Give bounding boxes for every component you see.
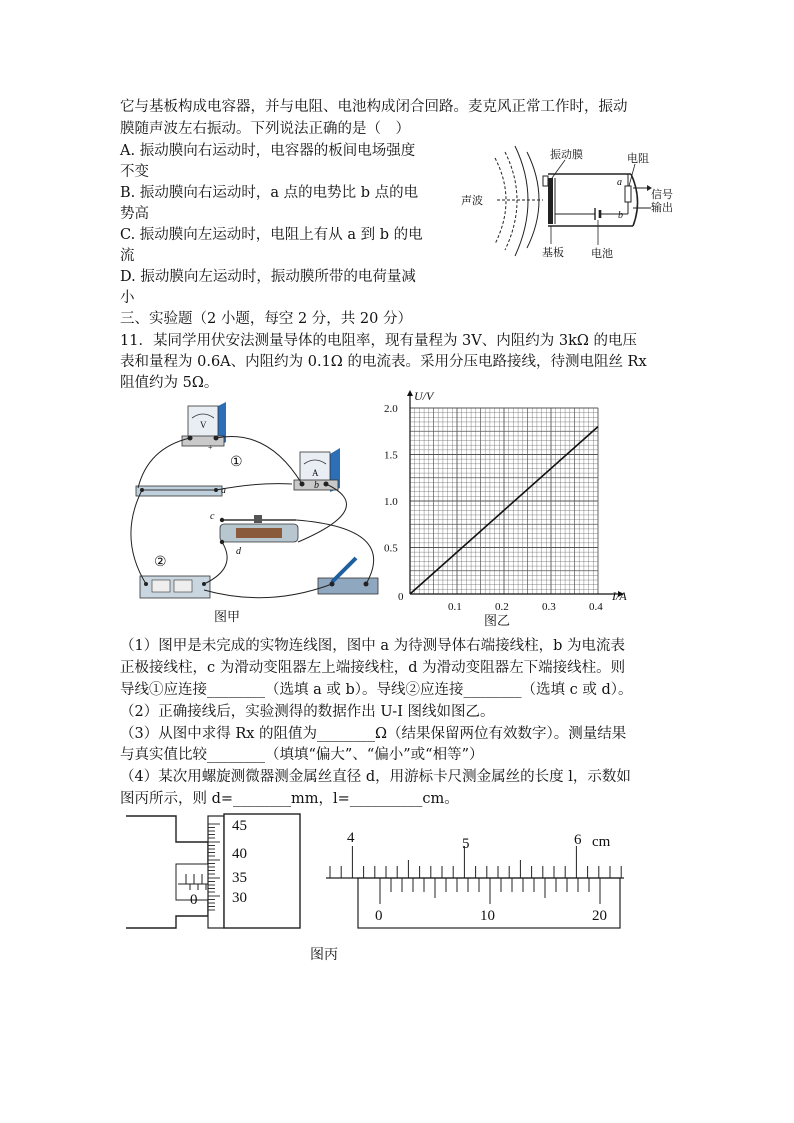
fig-yi-caption: 图乙 [484,614,511,629]
q10-stem-line1: 它与基板构成电容器，并与电阻、电池构成闭合回路。麦克风正常工作时，振动 [120,99,628,115]
y-axis-label: U/V [414,389,434,403]
q11-sub1-line1: （1）图甲是未完成的实物连线图，图中 a 为待测导体右端接线柱，b 为电流表 [120,638,625,654]
main-scale-label-6: 6 [574,832,582,848]
q10-option-b-line2: 势高 [120,206,149,222]
label-substrate: 基板 [542,247,564,259]
label-c: c [210,511,215,522]
q11-stem-line2: 表和量程为 0.6A、内阻约为 0.1Ω 的电流表。采用分压电路接线，待测电阻丝 Rx [120,354,647,370]
circuit-apparatus-figure [118,398,393,608]
label-a: a [221,485,226,496]
thimble-label-30: 30 [232,890,247,906]
main-scale-label-5: 5 [462,836,470,852]
y-tick-label: 2.0 [384,403,398,415]
q11-sub1-line2: 正极接线柱，c 为滑动变阻器左上端接线柱，d 为滑动变阻器左下端接线柱。则 [120,660,626,676]
q10-stem-line2: 膜随声波左右振动。下列说法正确的是（ ） [120,121,410,137]
q10-option-c-line2: 流 [120,248,135,264]
voltmeter-symbol: V [200,420,207,430]
label-d: d [236,546,241,557]
q10-option-a-line1: A. 振动膜向右运动时，电容器的板间电场强度 [120,143,416,159]
vernier-caliper-figure [320,826,630,932]
label-point-b: b [618,210,623,221]
x-axis-label: I/A [612,589,627,603]
label-point-a: a [617,177,622,188]
q11-sub4-line2: 图丙所示，则 d=________mm，l=__________cm。 [120,791,459,807]
fig-jia-caption: 图甲 [214,610,241,625]
label-b: b [314,480,319,491]
x-tick-label: 0.3 [542,601,556,613]
y-tick-label: 1.5 [384,449,398,462]
vernier-label-0: 0 [375,908,383,924]
y-tick-label: 1.0 [384,496,398,508]
microphone-figure [455,138,690,268]
voltmeter-plus: + [208,443,213,452]
resistance-wire-board [136,486,222,496]
q11-sub3-line1: （3）从图中求得 Rx 的阻值为________Ω（结果保留两位有效数字）。测量结果 [120,726,627,742]
label-membrane: 振动膜 [550,149,583,161]
q10-option-b-line1: B. 振动膜向右运动时，a 点的电势比 b 点的电 [120,185,419,201]
thimble-label-35: 35 [232,870,247,886]
q10-option-d-line1: D. 振动膜向左运动时，振动膜所带的电荷量减 [120,269,416,285]
ui-graph [368,389,648,613]
thimble-label-45: 45 [232,818,247,834]
label-signal-line1: 信号 [651,189,673,201]
y-tick-label: 0.5 [384,542,398,555]
wire-1-label: ① [230,455,243,470]
main-scale-label-4: 4 [347,830,355,846]
y-axis-arrow [407,390,413,396]
x-tick-label: 0.1 [448,601,462,613]
q11-stem-line1: 11．某同学用伏安法测量导体的电阻率，现有量程为 3V、内阻约为 3kΩ 的电压 [120,333,638,349]
q11-stem-line3: 阻值约为 5Ω。 [120,375,219,391]
label-sound: 声波 [461,195,483,207]
x-tick-label: 0.4 [589,601,603,613]
thimble-label-40: 40 [232,846,247,862]
label-battery: 电池 [591,248,613,260]
main-scale-unit: cm [592,834,611,850]
q10-option-c-line1: C. 振动膜向左运动时，电阻上有从 a 到 b 的电 [120,227,423,243]
vernier-label-20: 20 [592,908,607,924]
q10-option-a-line2: 不变 [120,164,149,180]
origin-label: 0 [398,591,404,603]
section3-title: 三、实验题（2 小题，每空 2 分，共 20 分） [120,311,412,327]
fig-bing-caption: 图丙 [310,947,338,963]
wire-2-label: ② [154,555,167,570]
ammeter-symbol: A [312,468,319,478]
micrometer-figure [120,812,310,932]
q11-sub4-line1: （4）某次用螺旋测微器测金属丝直径 d，用游标卡尺测金属丝的长度 l，示数如 [120,769,631,785]
q11-sub2: （2）正确接线后，实验测得的数据作出 U-I 图线如图乙。 [120,704,495,720]
q11-sub3-line2: 与真实值比较________（填填“偏大”、“偏小”或“相等”） [120,747,484,763]
q11-sub1-line3: 导线①应连接________（选填 a 或 b）。导线②应连接________（选填 c 或 d）。 [120,682,633,698]
vernier-label-10: 10 [480,908,495,924]
q10-option-d-line2: 小 [120,290,135,306]
sleeve-zero-label: 0 [190,892,198,908]
label-signal-line2: 输出 [651,202,673,214]
label-resistor: 电阻 [627,153,649,165]
x-tick-label: 0.2 [495,601,509,613]
